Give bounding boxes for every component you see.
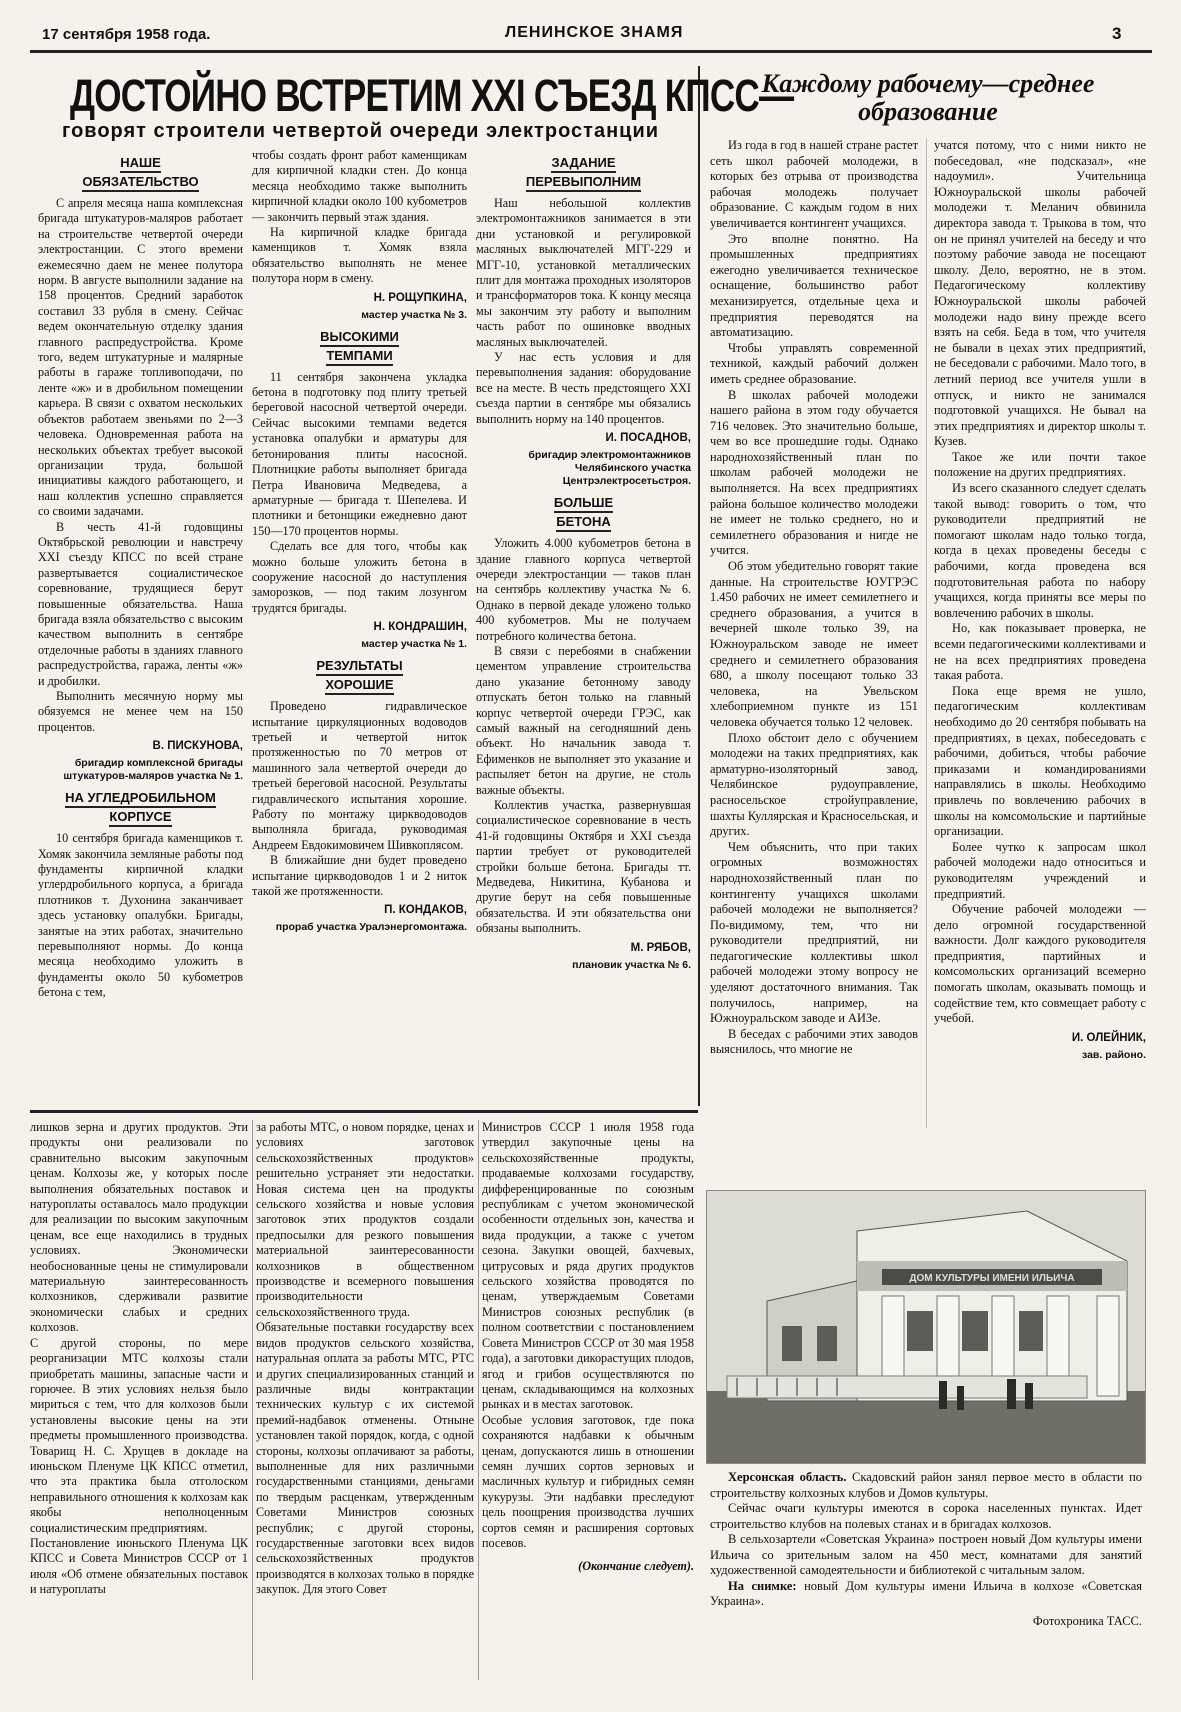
paragraph: В ближайшие дни будет проведено испытание циркводоводов 1 и 2 ниток такой же протяженности. — [252, 853, 467, 899]
photo-credit: Фотохроника ТАСС. — [1032, 1613, 1142, 1628]
paragraph: Из всего сказанного следует сделать такой вывод: говорить о том, что руководители предприятий не помогают школам надо только тогда, когда в цехах проведены беседы с рабочими, когда проведена вся подготовительная работа по набору учащихся, когда приняты все меры по вовлечению рабочих в школы. — [934, 481, 1146, 620]
paragraph: У нас есть условия и для перевыполнения задания: оборудование все на месте. В честь предстоящего XXI съезда партии в сентябре мы обязались выполнить норму на 140 процентов. — [476, 350, 691, 426]
caption-paragraph — [710, 1579, 1142, 1610]
paragraph: В связи с перебоями в снабжении цементом управление строительства дано указание бетонному заводу отпускать бетон только на главный корпус четвертой очереди ГРЭС, как самый важный на сегодняшний день объект. Но начальник завода т. Ефименков не выполняет это указание и распыляет бетон на другие, не столь важные объекты. — [476, 643, 691, 797]
building-illustration — [707, 1191, 1145, 1463]
paragraph: Из года в год в нашей стране растет сеть школ рабочей молодежи, в которых без отрыва от производства рабочая молодежь получает образование. С каждым годом в них увеличивается контингент учащихся. — [710, 138, 918, 230]
caption-paragraph: В сельхозартели «Советская Украина» построен новый Дом культуры имени Ильича со зрительным залом на 450 мест, комнатами для занятий художественной самодеятельности и библиотекой с читальным залом. — [710, 1532, 1142, 1577]
caption-lead: Херсонская область. — [728, 1470, 847, 1484]
continued-note: (Окончание следует). — [578, 1559, 694, 1574]
paragraph: Наш небольшой коллектив электромонтажников занимается в эти дни установкой и регулировкой масляных выключателей МГГ-229 и МГГ-10, установкой металлических плит для монтажа проходных изоляторов и трансформаторов тока. К концу месяца мы закончим эту работу и выполним часть работ по ошиновке вводных масляных выключателей. — [476, 196, 691, 349]
right-column-b — [934, 138, 1146, 1068]
divider-main-right — [698, 66, 700, 1106]
caption-paragraph: Сейчас очаги культуры имеются в сорока населенных пунктах. Идет строительство клубов на полевых станах и в бригадах колхозов. — [710, 1501, 1142, 1531]
heading-zadanie-perevypolnim: ЗАДАНИЕ ПЕРЕВЫПОЛНИМ — [476, 154, 691, 192]
paragraph: В школах рабочей молодежи нашего района в этом году обучается 716 человек. Это значительно больше, чем во все прошедшие годы. Однако народнохозяйственный план по школам рабочей молодежи не выполняется. На всех предприятиях района большое количество молодежи не имеет не только среднего, но и семилетнего образования и нигде не учится. — [710, 387, 918, 558]
paragraph: Проведено гидравлическое испытание циркуляционных водоводов третьей и четвертой ниток протяженностью по 70 метров от машинного зала четвертой очереди до третьей береговой насосной. Результаты гидравлического испытания хорошие. Работу по монтажу циркводоводов выполняла бригада, руководимая Андреем Евдокимовичем Шивкоплясом. — [252, 699, 467, 852]
signature-position: плановик участка № 6. — [572, 958, 691, 971]
bottom-column-3 — [482, 1120, 694, 1575]
paragraph: Плохо обстоит дело с обучением молодежи на таких предприятиях, как арматурно-изоляторный завод, Челябинское рудоуправление, расносельское стройуправление, шахты Куллярская и Красносельская, и других. — [710, 730, 918, 839]
signature: П. КОНДАКОВ, — [384, 904, 467, 917]
paragraph: Министров СССР 1 июля 1958 года утвердил закупочные цены на сельскохозяйственные продукты, продаваемые колхозами государству, дифференцированные по союзным республикам с учетом экономической особенности отдельных зон, качества и вида продукции, а также с учетом сезона. Закупки овощей, бахчевых, цитрусовых и ряда других продуктов сельского хозяйства проводятся по ценам, утверждаемым Советами Министров союзных республик (в полном соответствии с постановлением Совета Министров СССР от 30 мая 1958 года), а заготовки дикорастущих плодов, ягод и грибов осуществляются по ценам, складывающимся на колхозных рынках и в местах заготовок. Особые условия заготовок, где пока сохраняются надбавки к обычным ценам, допускаются лишь в отношении семян лучших сортов зерновых и масличных культур и гибридных семян кукурузы. Эти надбавки преследуют цель поощрения производства лучших сортов семян и расширения сортовых посевов. — [482, 1120, 694, 1550]
divider-bottom-2 — [478, 1120, 479, 1680]
heading-nashe-obyazatelstvo: НАШЕ ОБЯЗАТЕЛЬСТВО — [38, 154, 243, 192]
article-column-3 — [476, 148, 691, 978]
signature-position: мастер участка № 3. — [361, 308, 467, 321]
heading-vysokimi-tempami: ВЫСОКИМИ ТЕМПАМИ — [252, 328, 467, 366]
masthead-rule — [30, 50, 1152, 53]
paragraph: учатся потому, что с ними никто не побеседовал, «не подсказал», «не надоумил». Учительница Южноуральской школы рабочей молодежи т. Меланич обвинила директора завода т. Трыкова в том, что он не принял учителей на беседу и что поэтому рабочие завода не посещают школу. Дело, вероятно, не в этом. Педагогическому коллективу Южноуральской школы рабочей молодежи надо вину прежде всего взять на себя. Беда в том, что учителя не бывали в цехах этих предприятий, не беседовали с рабочими. Мало того, в летний период все учителя ушли в отпуск, и никто не занимался подготовкой учащихся. Не бывал на этих предприятиях и директор школы т. Кузев. — [934, 138, 1146, 449]
paragraph: Но, как показывает проверка, не всеми педагогическими коллективами и не на всех предприятиях проведена такая работа. — [934, 621, 1146, 683]
signature-position: бригадир комплексной бригады штукатуров-маляров участка № 1. — [63, 757, 243, 783]
signature-position: зав. районо. — [1081, 1048, 1146, 1061]
signature: М. РЯБОВ, — [630, 941, 691, 954]
signature-position: прораб участка Уралэнергомонтажа. — [275, 921, 467, 934]
divider-bottom-1 — [252, 1120, 253, 1680]
photo-house-of-culture — [706, 1190, 1146, 1464]
article-column-2 — [252, 148, 467, 940]
paragraph: Уложить 4.000 кубометров бетона в здание главного корпуса четвертой очереди электростанции — таков план на сентябрь коллективу участка № 6. Однако в первой декаде уложено только 400 кубометров. Мы не получаем потребного количества бетона. — [476, 536, 691, 643]
paragraph: В беседах с рабочими этих заводов выяснилось, что многие не — [710, 1026, 918, 1057]
heading-rezultaty-khoroshie: РЕЗУЛЬТАТЫ ХОРОШИЕ — [252, 657, 467, 695]
paragraph: Об этом убедительно говорят такие данные. На строительстве ЮУГРЭС 1.450 рабочих не имеет семилетнего и среднего образования, а учится в вечерней школе только 39, на Южноуральском заводе не имеет среднего и семилетнего образования 680, а школу посещают только 33 человека, на Увельском хлебоприемном пункте из 151 человека обучается только 12 человек. — [710, 559, 918, 729]
paragraph: Обучение рабочей молодежи — дело огромной государственной важности. Долг каждого руководителя предприятия, партийных и комсомольских организаций всемерно помогать школам, оказывать помощь и содействие тем, кто совмещает работу с учебой. — [934, 902, 1146, 1026]
caption-paragraph — [710, 1470, 1142, 1501]
paragraph: Пока еще время не ушло, педагогическим коллективам необходимо до 20 сентября побывать на предприятиях, в цехах, побеседовать с рабочими, добиться, чтобы рабочие приказами и командированиями направлялись в школы. Необходимо привлечь по вовлечению рабочих в школы на комсомольские и партийные организации. — [934, 683, 1146, 839]
bottom-column-1 — [30, 1120, 248, 1598]
paragraph: Более чутко к запросам школ рабочей молодежи надо относиться и руководителям учреждений и предприятий. — [934, 839, 1146, 901]
paragraph: На кирпичной кладке бригада каменщиков т. Хомяк взяла обязательство выполнять не менее полутора норм в смену. — [252, 225, 467, 286]
signature-position: бригадир электромонтажников Челябинского участка Центрэлектросетьстроя. — [528, 449, 691, 488]
right-headline-line2: образование — [858, 97, 998, 126]
signature: Н. КОНДРАШИН, — [373, 621, 467, 634]
paragraph: Сделать все для того, чтобы как можно больше уложить бетона в сооружение насосной до наступления заморозков, — под таким лозунгом трудятся бригады. — [252, 539, 467, 615]
caption-note-lead: На снимке: — [728, 1578, 797, 1593]
paragraph: Это вполне понятно. На промышленных предприятиях ежегодно увеличивается техническое оснащение, большинство работ механизируется, отдельные цеха и предприятия переводятся на автоматизацию. — [710, 231, 918, 340]
signature-position: мастер участка № 1. — [361, 638, 467, 651]
paragraph: Чем объяснить, что при таких огромных возможностях народнохозяйственный план по контингенту учащихся школами рабочей молодежи не выполняется? По-видимому, тем, что ни руководители предприятий, ни педагогические коллективы школ рабочей молодежи этому вопросу не уделяют достаточного внимания. Так получилось, например, на Южноуральском заводе и АИЗе. — [710, 839, 918, 1026]
bottom-column-2 — [256, 1120, 474, 1598]
page-number: 3 — [1112, 24, 1122, 43]
paragraph: за работы МТС, о новом порядке, ценах и условиях заготовок сельскохозяйственных продуктов» решительно устраняет эти недостатки. Новая система цен на продукты сельского хозяйства и новые условия заготовок этих продуктов создали предпосылки для резкого повышения материальной заинтересованности колхозников в общественном производстве и всемерного повышения производительности сельскохозяйственного труда. Обязательные поставки государству всех видов продуктов сельского хозяйства, натуральная оплата за работы МТС, РТС и других специализированных станций и различные виды контрактации технических культур с их системой премий-надбавок отменены. Отныне установлен такой порядок, когда, с одной стороны, колхозы оплачивают за работы, выполненные для них различными государственными станциями, деньгами по твердым расценкам, утвержденным Советами Министров союзных республик; с другой стороны, государственные заготовки всех видов сельскохозяйственных продуктов производятся в колхозах только в порядке закупок. Для этого Совет — [256, 1120, 474, 1597]
photo-caption — [710, 1470, 1142, 1629]
right-column-a — [710, 138, 918, 1058]
signature: Н. РОЩУПКИНА, — [373, 291, 467, 304]
main-headline: ДОСТОЙНО ВСТРЕТИМ XXI СЪЕЗД КПСС— — [70, 70, 794, 121]
paragraph: 10 сентября бригада каменщиков т. Хомяк закончила земляные работы под фундаменты кирпичной кладки углердробильного корпуса, а бригада плотников т. Духонина заканчивает здесь установку опалубки. Бригады, занятые на этих работах, значительно перевыполняют нормы. До конца месяца необходимо уложить в фундаменты около 50 кубометров бетона с тем, — [38, 831, 243, 1000]
issue-date: 17 сентября 1958 года. — [42, 26, 211, 43]
heading-bolshe-betona: БОЛЬШЕ БЕТОНА — [476, 494, 691, 532]
right-headline-line1: Каждому рабочему—среднее — [761, 69, 1095, 98]
paragraph: Такое же или почти такое положение на других предприятиях. — [934, 449, 1146, 480]
caption-text: Скадовский район занял первое место в области по строительству колхозных клубов и Домов культуры. — [710, 1470, 1143, 1500]
paragraph: Выполнить месячную норму мы обязуемся не менее чем на 150 процентов. — [38, 689, 243, 734]
paragraph: лишков зерна и других продуктов. Эти продукты они реализовали по сравнительно высоким закупочным ценам. Колхозы же, у которых после выполнения обязательных поставок и натуроплаты оставалось мало продукции для реализации по высоким закупочным ценам, все еще находились в трудных условиях. Экономически необоснованные цены не стимулировали материальную заинтересованность колхозников, сдерживали развитие экономически слабых и средних колхозов. С другой стороны, по мере реорганизации МТС колхозы стали приобретать машины, запасные части и горючее. В этих условиях нельзя было мириться с тем, что для колхозов были установлены высокие цены на эти предметы промышленного производства. Товарищ Н. С. Хрущев в докладе на июньском Пленуме ЦК КПСС отметил, что эта практика была отголоском неправильного отношения к колхозам как якобы неполноценным социалистическим предприятиям. Постановление июньского Пленума ЦК КПСС и Совета Министров СССР от 1 июля «Об отмене обязательных поставок и натуроплаты — [30, 1120, 248, 1597]
newspaper-title: ЛЕНИНСКОЕ ЗНАМЯ — [505, 24, 684, 41]
main-subheadline: говорят строители четвертой очереди электростанции — [62, 120, 660, 142]
signature: В. ПИСКУНОВА, — [152, 740, 243, 753]
paragraph: В честь 41-й годовщины Октябрьской революции и навстречу XXI съезду КПСС по всей стране развертывается социалистическое соревнование, трудящиеся берут повышенные обязательства. Наша бригада взяла обязательство с высоким качеством выполнить в сентябре отделочные работы в зданиях главного распредустройства, гаража, ленты «ж» и дробилки. — [38, 519, 243, 688]
caption-note: новый Дом культуры имени Ильича в колхозе «Советская Украина». — [710, 1578, 1143, 1608]
paragraph: С апреля месяца наша комплексная бригада штукатуров-маляров работает на строительстве четвертой очереди электростанции. С этого времени ежемесячно даем не менее полутора норм. В августе выполнили задание на 158 процентов. Средний заработок составил 33 рубля в смену. Сейчас ведем окончательную отделку здания главного распредустройства. Кроме того, ведем штукатурные и малярные работы в гараже топливоподачи, по ленте «ж» и в дробильном помещении карьера. В связи с охватом нескольких объектов работаем звеньями по 2—3 человека. Одновременная работа на нескольких объектах требует высокой организации труда, большой инициативы каждого работающего, и наш коллектив успешно справляется со своими задачами. — [38, 196, 243, 519]
right-headline — [712, 70, 1144, 126]
divider-right-cols — [926, 138, 927, 1128]
building-sign: ДОМ КУЛЬТУРЫ ИМЕНИ ИЛЬИЧА — [909, 1273, 1075, 1284]
heading-na-ugledrobilnom: НА УГЛЕДРОБИЛЬНОМ КОРПУСЕ — [38, 789, 243, 827]
paragraph: Чтобы управлять современной техникой, каждый рабочий должен иметь среднее образование. — [710, 340, 918, 386]
paragraph: чтобы создать фронт работ каменщикам для кирпичной кладки стен. До конца месяца необходимо также выполнить кирпичной кладки около 100 кубометров — закончить первый этаж здания. — [252, 148, 467, 224]
divider-main-bottom — [30, 1110, 698, 1113]
signature: И. ОЛЕЙНИК, — [1071, 1031, 1146, 1044]
article-column-1 — [38, 148, 243, 1001]
paragraph: Коллектив участка, развернувшая социалистическое соревнование в честь 41-й годовщины Октября и XXI съезда партии требует от руководителей стройки больше бетона. Бригады тт. Медведева, Никитина, Кубанова и другие берут на себя повышенные обязательства. И эти обязательства они обязаны выполнить. — [476, 798, 691, 936]
signature: И. ПОСАДНОВ, — [605, 432, 691, 445]
paragraph: 11 сентября закончена укладка бетона в подготовку под плиту третьей береговой насосной четвертой очереди. Сейчас высокими темпами ведется установка опалубки и арматуры для бетонирования плиты насосной. Плотницкие работы выполняет бригада Петра Ивановича Медведева, а арматурные — бригада т. Шепелева. И плотники и бетонщики ежедневно дают 150—170 процентов нормы. — [252, 369, 467, 538]
